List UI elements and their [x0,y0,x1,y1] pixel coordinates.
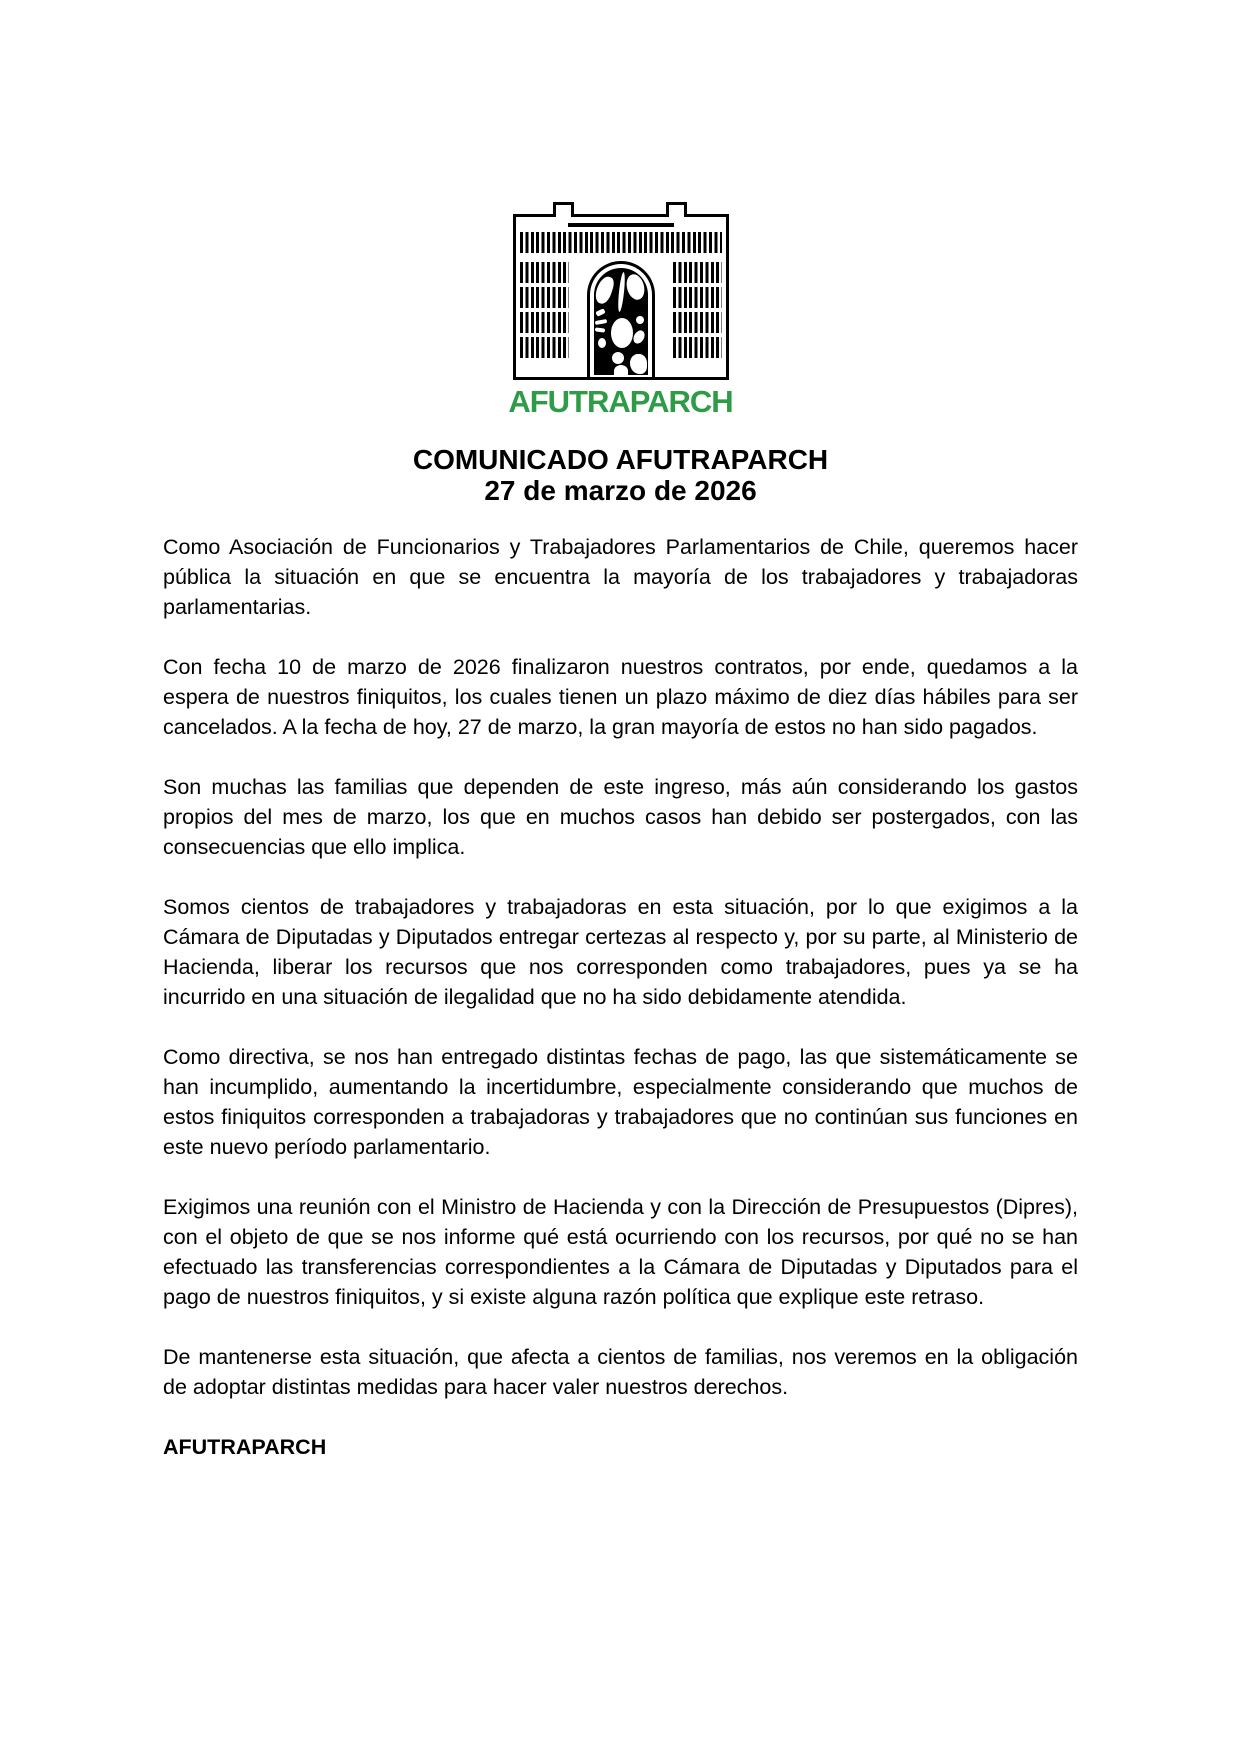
document-date: 27 de marzo de 2026 [484,475,757,506]
paragraph: De mantenerse esta situación, que afecta a cientos de familias, nos veremos en la obligación de adoptar distintas medidas para hacer valer nuestros derechos. [163,1345,1078,1399]
paragraph: Como directiva, se nos han entregado distintas fechas de pago, las que sistemáticamente se han incumplido, aumentando la incertidumbre, especialmente considerando que muchos de estos finiquitos corresponden a trabajadoras y trabajadores que no continúan sus funciones en este nuevo período parlamentario. [163,1045,1078,1159]
building-chimney-right-icon [666,202,687,217]
arched-door-icon [587,261,655,377]
signature: AFUTRAPARCH [163,1435,327,1459]
building-windows-left [520,262,569,362]
afutraparch-wordmark: AFUTRAPARCH [508,384,733,419]
afutraparch-logo [0,0,1241,419]
congress-building-icon [513,214,729,380]
building-roof-bar [568,223,674,227]
document-body [163,532,1078,1462]
paragraph: Somos cientos de trabajadores y trabajadoras en esta situación, por lo que exigimos a la Cámara de Diputadas y Diputados entregar certezas al respecto y, por su parte, al Ministerio de Hacienda, liberar los recursos que nos corresponden como trabajadores, pues ya se ha incurrido en una situación de ilegalidad que no ha sido debidamente atendida. [163,895,1078,1009]
paragraph: Exigimos una reunión con el Ministro de Hacienda y con la Dirección de Presupuestos (Dipres), con el objeto de que se nos informe qué está ocurriendo con los recursos, por qué no se han efectuado las transferencias correspondientes a la Cámara de Diputadas y Diputados para el pago de nuestros finiquitos, y si existe alguna razón política que explique este retraso. [163,1195,1078,1309]
building-chimney-left-icon [553,202,574,217]
door-mosaic [594,268,648,375]
paragraph: Con fecha 10 de marzo de 2026 finalizaron nuestros contratos, por ende, quedamos a la espera de nuestros finiquitos, los cuales tienen un plazo máximo de diez días hábiles para ser cancelados. A la fecha de hoy, 27 de marzo, la gran mayoría de estos no han sido pagados. [163,655,1078,739]
paragraph: Como Asociación de Funcionarios y Trabajadores Parlamentarios de Chile, queremos hacer pública la situación en que se encuentra la mayoría de los trabajadores y trabajadoras parlamentarias. [163,535,1078,619]
paragraph-list [163,532,1078,1402]
paragraph: Son muchas las familias que dependen de este ingreso, más aún considerando los gastos propios del mes de marzo, los que en muchos casos han debido ser postergados, con las consecuencias que ello implica. [163,775,1078,859]
building-windows-right [673,262,722,362]
page-title: COMUNICADO AFUTRAPARCH [412,444,829,475]
document-header [0,444,1241,506]
building-window-row [520,232,722,253]
